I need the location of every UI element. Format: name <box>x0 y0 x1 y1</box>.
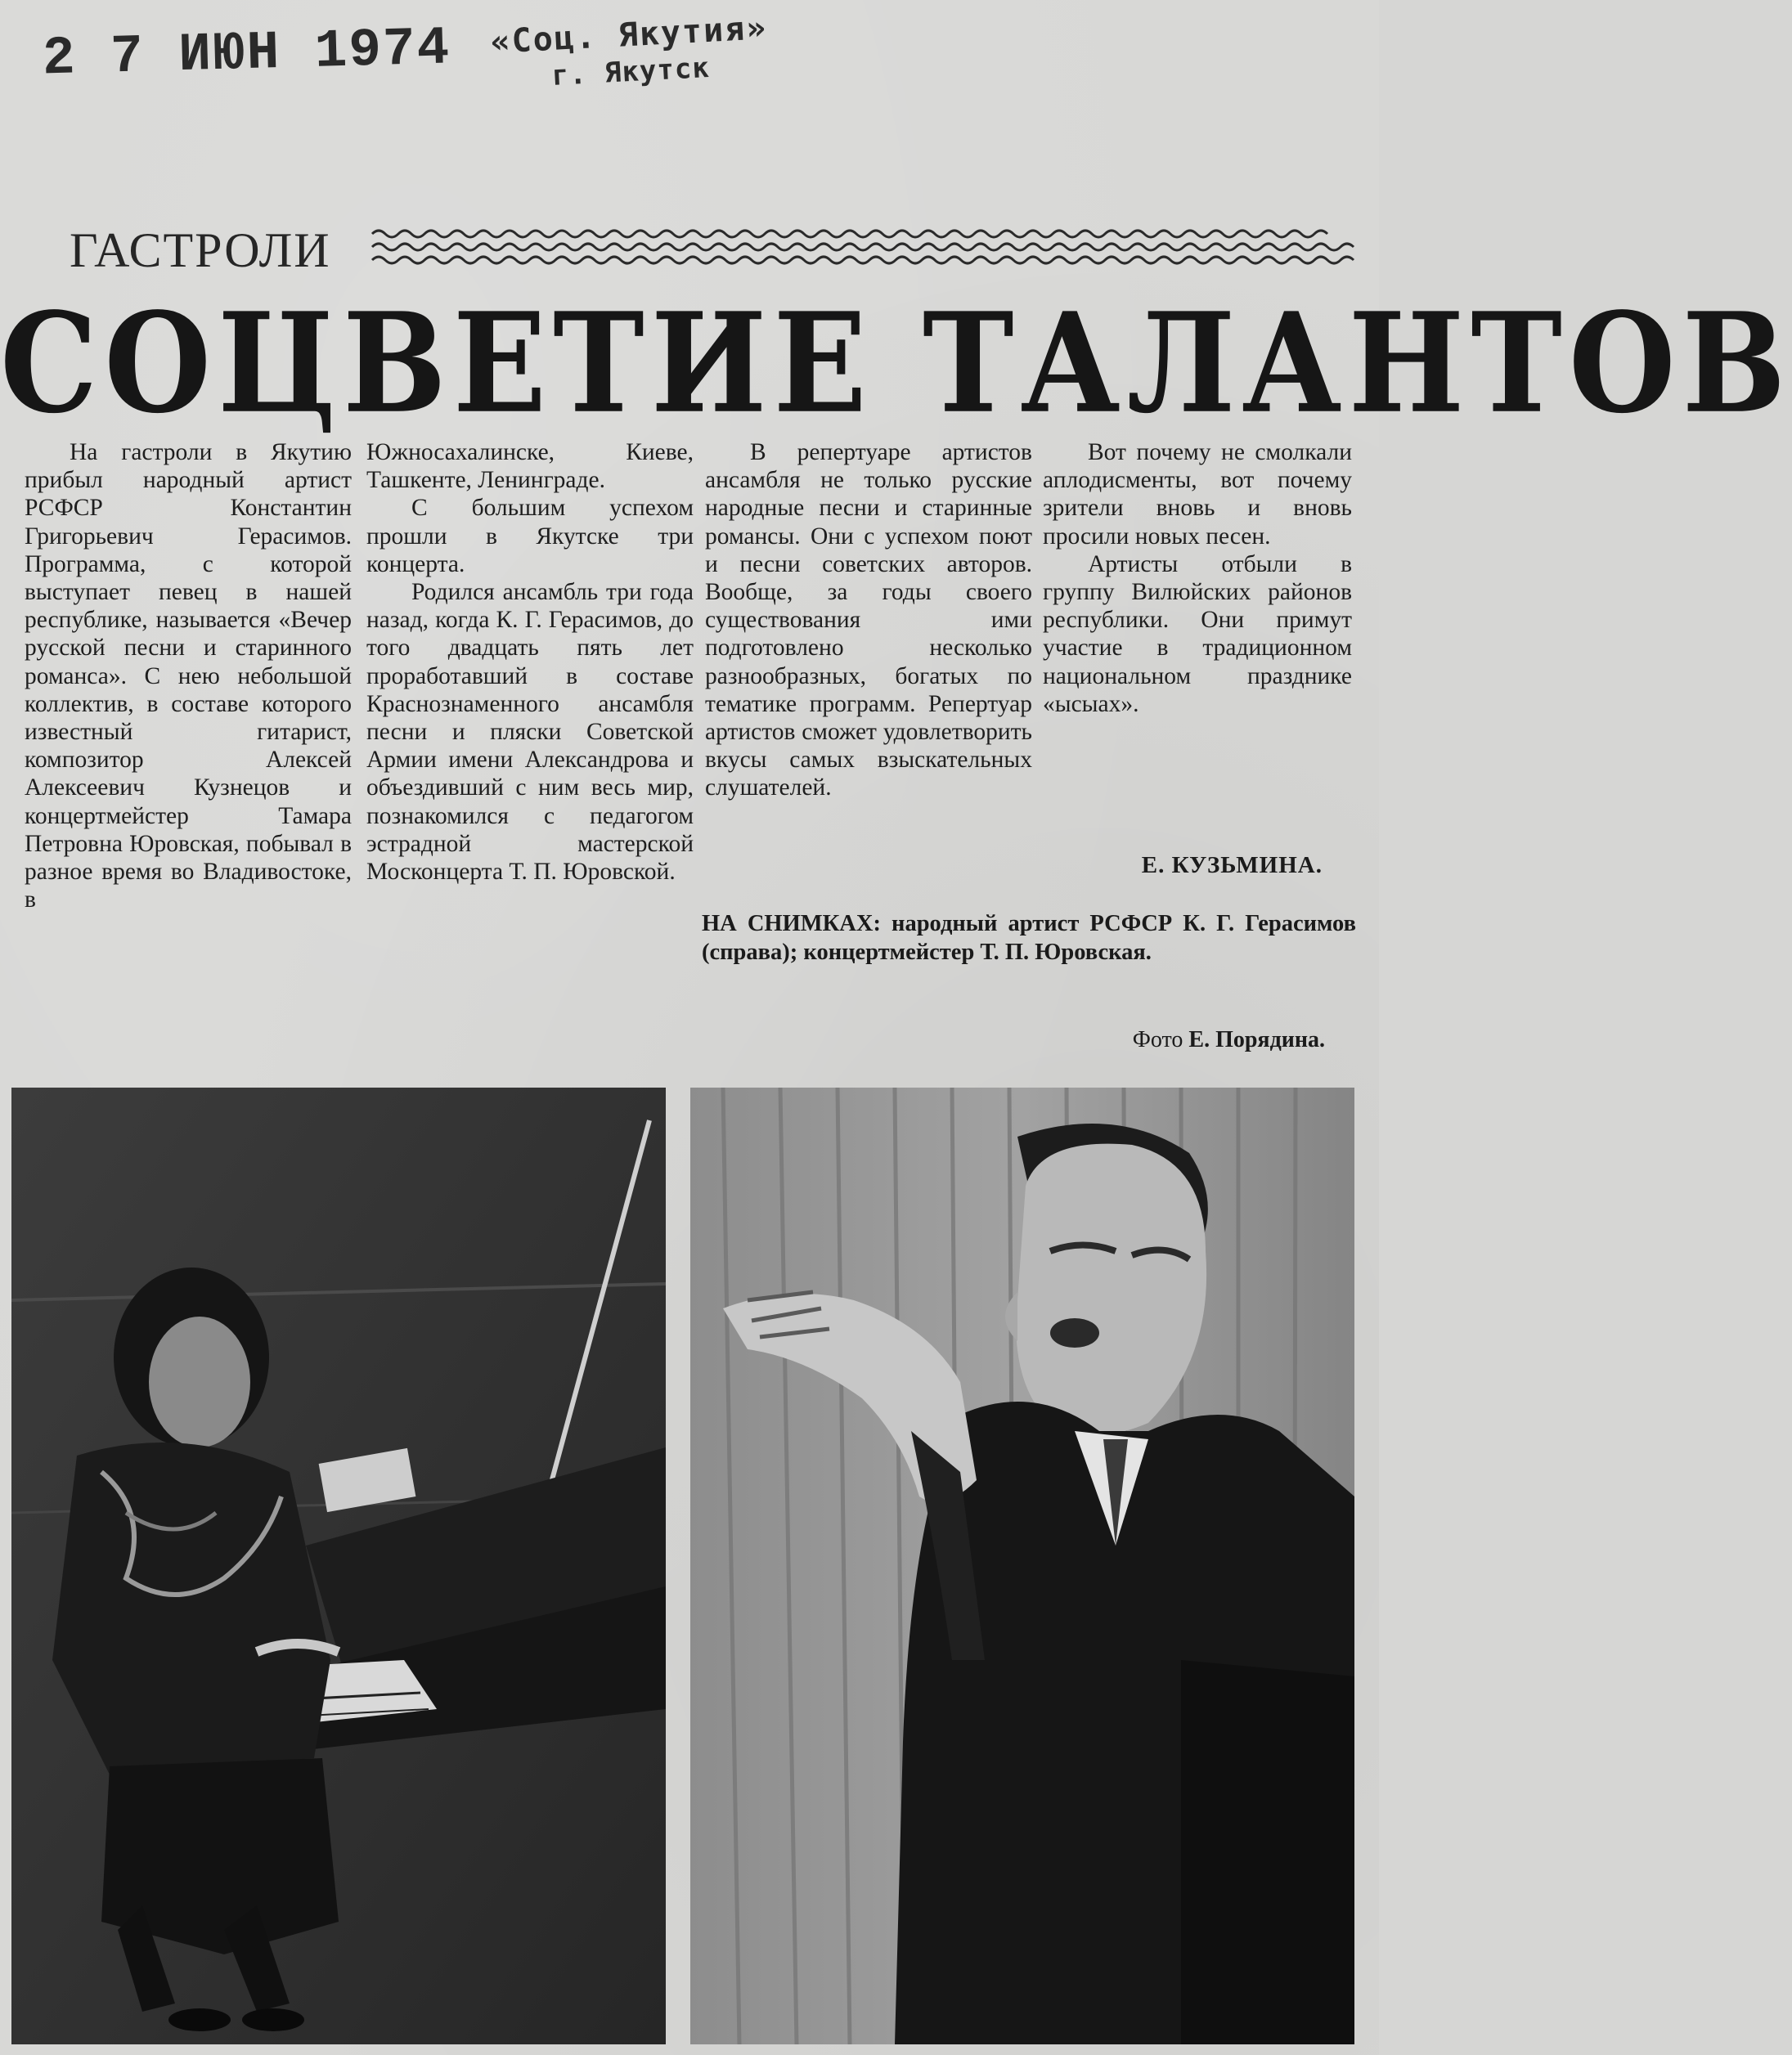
article-column-3 <box>705 438 1032 802</box>
date-stamp: 2 7 ИЮН 1974 <box>42 17 452 90</box>
article-column-2 <box>366 438 694 886</box>
paragraph: Вот почему не смолкали аплодисменты, вот почему зрители вновь и вновь просили новых песен. <box>1043 439 1352 550</box>
photo-credit-prefix: Фото <box>1132 1027 1183 1052</box>
paragraph: В репертуаре артистов ансамбля не только русские народные песни и старинные романсы. Они с успехом поют и песни советских авторов. Вообще, за годы своего существования ими подготовлено несколько разнообразных, богатых по тематике программ. Репертуар артистов сможет удовлетворить вкусы самых взыскательных слушателей. <box>705 439 1032 801</box>
singer-photo-image <box>690 1088 1354 2044</box>
wavy-rule-icon <box>372 222 1337 271</box>
photo-singer-gerasimov <box>690 1088 1354 2044</box>
paragraph: Родился ансамбль три года назад, когда К. Г. Герасимов, до того двадцать пять лет проработавший в составе Краснознаменного ансамбля песни и пляски Советской Армии имени Александрова и объездивший с ним весь мир, познакомился с педагогом эстрадной мастерской Москонцерта Т. П. Юровской. <box>366 579 694 886</box>
piano-photo-image <box>11 1088 666 2044</box>
city-name: г. Якутск <box>550 51 711 92</box>
author-signature: Е. КУЗЬМИНА. <box>1141 852 1323 878</box>
photo-credit <box>883 1027 1325 1053</box>
newspaper-name: «Соц. Якутия» <box>489 9 769 61</box>
photo-accompanist-at-piano <box>11 1088 666 2044</box>
paragraph: Артисты отбыли в группу Вилюйских районов республики. Они примут участие в традиционном национальном празднике «ысыах». <box>1043 550 1352 717</box>
article-column-1 <box>25 438 352 913</box>
photo-caption: НА СНИМКАХ: народный артист РСФСР К. Г. Герасимов (справа); концертмейстер Т. П. Юровская. <box>702 911 1356 965</box>
paragraph: На гастроли в Якутию прибыл народный артист РСФСР Константин Григорьевич Герасимов. Программа, с которой выступает певец в нашей республике, называется «Вечер русской песни и старинного романса». С нею небольшой коллектив, в составе которого известный гитарист, композитор Алексей Алексеевич Кузнецов и концертмейстер Тамара Петровна Юровская, побывал в разное время во Владивостоке, в <box>25 439 352 913</box>
paragraph: Южносахалинске, Киеве, Ташкенте, Ленинграде. <box>366 439 694 494</box>
paragraph: С большим успехом прошли в Якутске три концерта. <box>366 495 694 577</box>
article-column-4 <box>1043 438 1352 718</box>
article-headline: СОЦВЕТИЕ ТАЛАНТОВ <box>0 283 1792 445</box>
photographer-name: Е. Порядина. <box>1188 1027 1325 1052</box>
rubric-label: ГАСТРОЛИ <box>70 223 331 277</box>
